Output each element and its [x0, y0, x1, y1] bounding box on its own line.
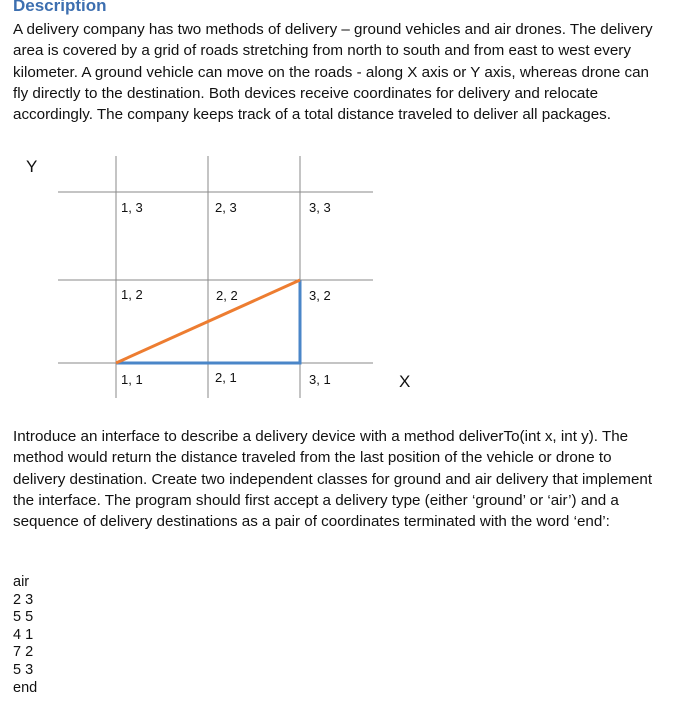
cell-label: 2, 3 — [215, 200, 237, 215]
cell-label: 1, 3 — [121, 200, 143, 215]
cell-label: 3, 2 — [309, 288, 331, 303]
input-line: 4 1 — [13, 626, 34, 643]
input-line: air — [13, 574, 30, 590]
cell-label: 3, 1 — [309, 372, 331, 387]
input-line: 5 3 — [13, 661, 34, 678]
cell-label: 3, 3 — [309, 200, 331, 215]
cell-label: 1, 1 — [121, 372, 143, 387]
sample-input — [13, 574, 37, 697]
task-instructions: Introduce an interface to describe a delivery device with a method deliverTo(int x, int y). The method would return the distance traveled from the last position of the vehicle or drone to delivery destination. Create two independent classes for ground and air delivery that implement the interface. The program should first accept a delivery type (either ‘ground’ or ‘air’) and a sequence of delivery destinations as a pair of coordinates terminated with the word ‘end’: — [13, 428, 653, 531]
problem-description: A delivery company has two methods of delivery – ground vehicles and air drones. The delivery area is covered by a grid of roads stretching from north to south and from east to west every kilometer. A ground vehicle can move on the roads - along X axis or Y axis, whereas drone can fly directly to the destination. Both devices receive coordinates for delivery and relocate accordingly. The company keeps track of a total distance traveled to deliver all packages. — [13, 21, 653, 124]
input-line: 7 2 — [13, 644, 34, 661]
cell-label: 1, 2 — [121, 287, 143, 302]
input-line: end — [13, 679, 38, 696]
section-heading: Description — [13, 0, 107, 15]
y-axis-label: Y — [26, 157, 38, 176]
cell-label: 2, 2 — [216, 288, 238, 303]
input-line: 5 5 — [13, 609, 34, 626]
input-line: 2 3 — [13, 591, 34, 608]
grid-diagram — [0, 150, 685, 410]
x-axis-label: X — [399, 372, 411, 391]
cell-label: 2, 1 — [215, 370, 237, 385]
